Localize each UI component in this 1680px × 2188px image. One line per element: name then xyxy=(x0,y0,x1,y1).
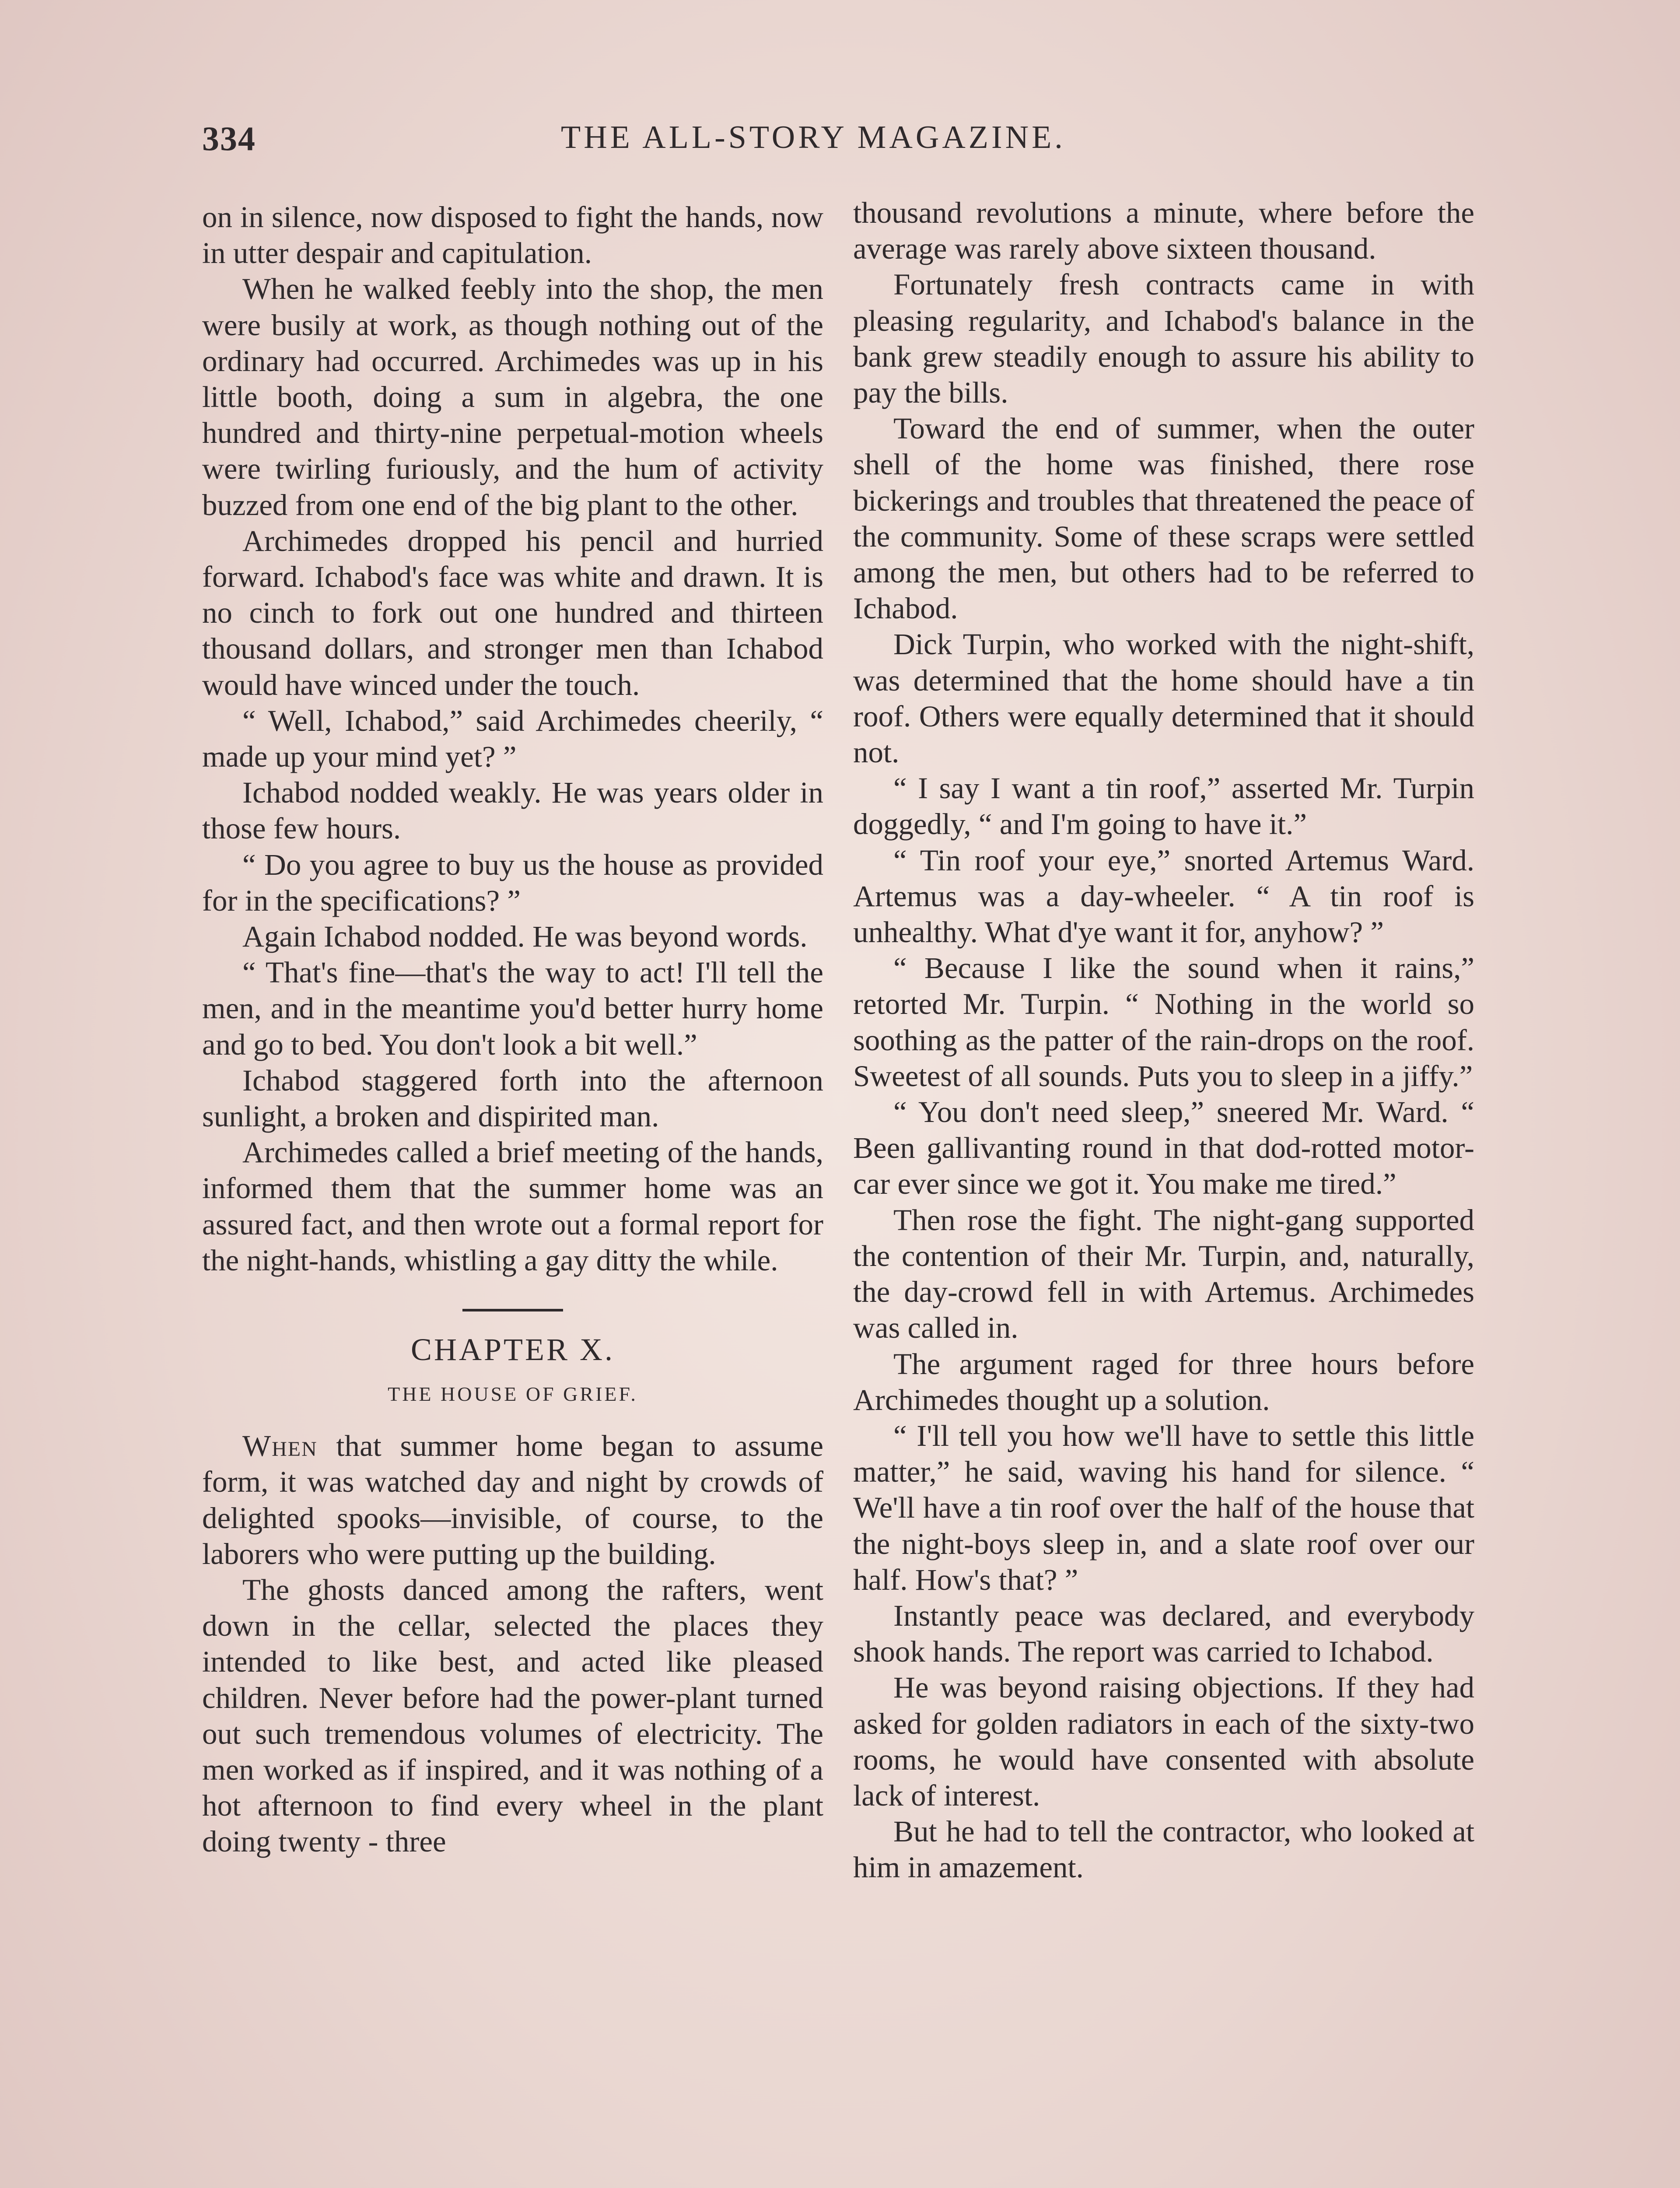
paragraph: Ichabod staggered forth into the afternoon sunlight, a broken and dispirited man. xyxy=(202,1063,823,1133)
right-column xyxy=(853,195,1474,1886)
paragraph: “ You don't need sleep,” sneered Mr. Ward. “ Been gallivanting round in that dod-rotted motor-car ever since we got it. You make me tired.” xyxy=(853,1095,1474,1201)
paragraph: “ Tin roof your eye,” snorted Artemus Ward. Artemus was a day-wheeler. “ A tin roof is unhealthy. What d'ye want it for, anyhow? ” xyxy=(853,843,1474,949)
paragraph: thousand revolutions a minute, where before the average was rarely above sixteen thousand. xyxy=(853,196,1474,266)
paragraph: Toward the end of summer, when the outer shell of the home was finished, there rose bickerings and troubles that threatened the peace of the community. Some of these scraps were settled among the men, but others had to be referred to Ichabod. xyxy=(853,412,1474,625)
paragraph: on in silence, now disposed to fight the hands, now in utter despair and capitulation. xyxy=(202,200,823,270)
paragraph: “ Because I like the sound when it rains,” retorted Mr. Turpin. “ Nothing in the world so soothing as the patter of the rain-drops on the roof. Sweetest of all sounds. Puts you to sleep in a jiffy.” xyxy=(853,951,1474,1093)
left-column xyxy=(202,199,823,1860)
paragraph: The argument raged for three hours before Archimedes thought up a solution. xyxy=(853,1347,1474,1417)
paragraph: He was beyond raising objections. If they had asked for golden radiators in each of the sixty-two rooms, he would have consented with absolute lack of interest. xyxy=(853,1671,1474,1812)
paragraph: Then rose the fight. The night-gang supported the contention of their Mr. Turpin, and, naturally, the day-crowd fell in with Artemus. Archimedes was called in. xyxy=(853,1203,1474,1345)
opening-text: that summer home began to assume form, it was watched day and night by crowds of delighted spooks—invisible, of course, to the laborers who were putting up the building. xyxy=(202,1429,823,1571)
chapter-title: CHAPTER X. xyxy=(410,1332,615,1368)
chapter-opening-paragraph xyxy=(202,1428,823,1572)
paragraph: Archimedes called a brief meeting of the hands, informed them that the summer home was an assured fact, and then wrote out a formal report for the night-hands, whistling a gay ditty the while. xyxy=(202,1136,823,1277)
paragraph: Dick Turpin, who worked with the night-shift, was determined that the home should have a tin roof. Others were equally determined that it should not. xyxy=(853,628,1474,769)
page-header xyxy=(202,119,1493,167)
paragraph: “ I'll tell you how we'll have to settle this little matter,” he said, waving his hand for silence. “ We'll have a tin roof over the half of the house that the night-boys sleep in, and a slate roof over our half. How's that? ” xyxy=(853,1419,1474,1596)
paragraph: Again Ichabod nodded. He was beyond words. xyxy=(242,920,808,954)
paragraph: “ Do you agree to buy us the house as provided for in the specifications? ” xyxy=(202,848,823,917)
paragraph: Fortunately fresh contracts came in with pleasing regularity, and Ichabod's balance in the bank grew steadily enough to assure his ability to pay the bills. xyxy=(853,268,1474,410)
opening-word: When xyxy=(242,1429,318,1463)
page-number: 334 xyxy=(202,119,256,158)
paragraph: But he had to tell the contractor, who looked at him in amazement. xyxy=(853,1815,1474,1884)
paragraph: Instantly peace was declared, and everybody shook hands. The report was carried to Ichabod. xyxy=(853,1599,1474,1669)
paragraph: Ichabod nodded weakly. He was years older in those few hours. xyxy=(202,776,823,845)
running-title: THE ALL-STORY MAGAZINE. xyxy=(561,119,1066,155)
paragraph: When he walked feebly into the shop, the men were busily at work, as though nothing out of the ordinary had occurred. Archimedes was up in his little booth, doing a sum in algebra, the one hundred and thirty-nine perpetual-motion wheels were twirling furiously, and the hum of activity buzzed from one end of the big plant to the other. xyxy=(202,272,823,522)
paragraph: Archimedes dropped his pencil and hurried forward. Ichabod's face was white and drawn. It is no cinch to fork out one hundred and thirteen thousand dollars, and stronger men than Ichabod would have winced under the touch. xyxy=(202,524,823,701)
chapter-subtitle: THE HOUSE OF GRIEF. xyxy=(388,1383,638,1406)
paragraph: The ghosts danced among the rafters, went down in the cellar, selected the places they intended to like best, and acted like pleased children. Never before had the power-plant turned out such tremendous volumes of electricity. The men worked as if inspired, and it was nothing of a hot afternoon to find every wheel in the plant doing twenty - three xyxy=(202,1573,823,1858)
section-divider xyxy=(462,1309,563,1311)
paragraph: “ Well, Ichabod,” said Archimedes cheerily, “ made up your mind yet? ” xyxy=(202,704,823,774)
paragraph: “ That's fine—that's the way to act! I'll tell the men, and in the meantime you'd better hurry home and go to bed. You don't look a bit well.” xyxy=(202,956,823,1061)
paragraph: “ I say I want a tin roof,” asserted Mr. Turpin doggedly, “ and I'm going to have it.” xyxy=(853,771,1474,841)
